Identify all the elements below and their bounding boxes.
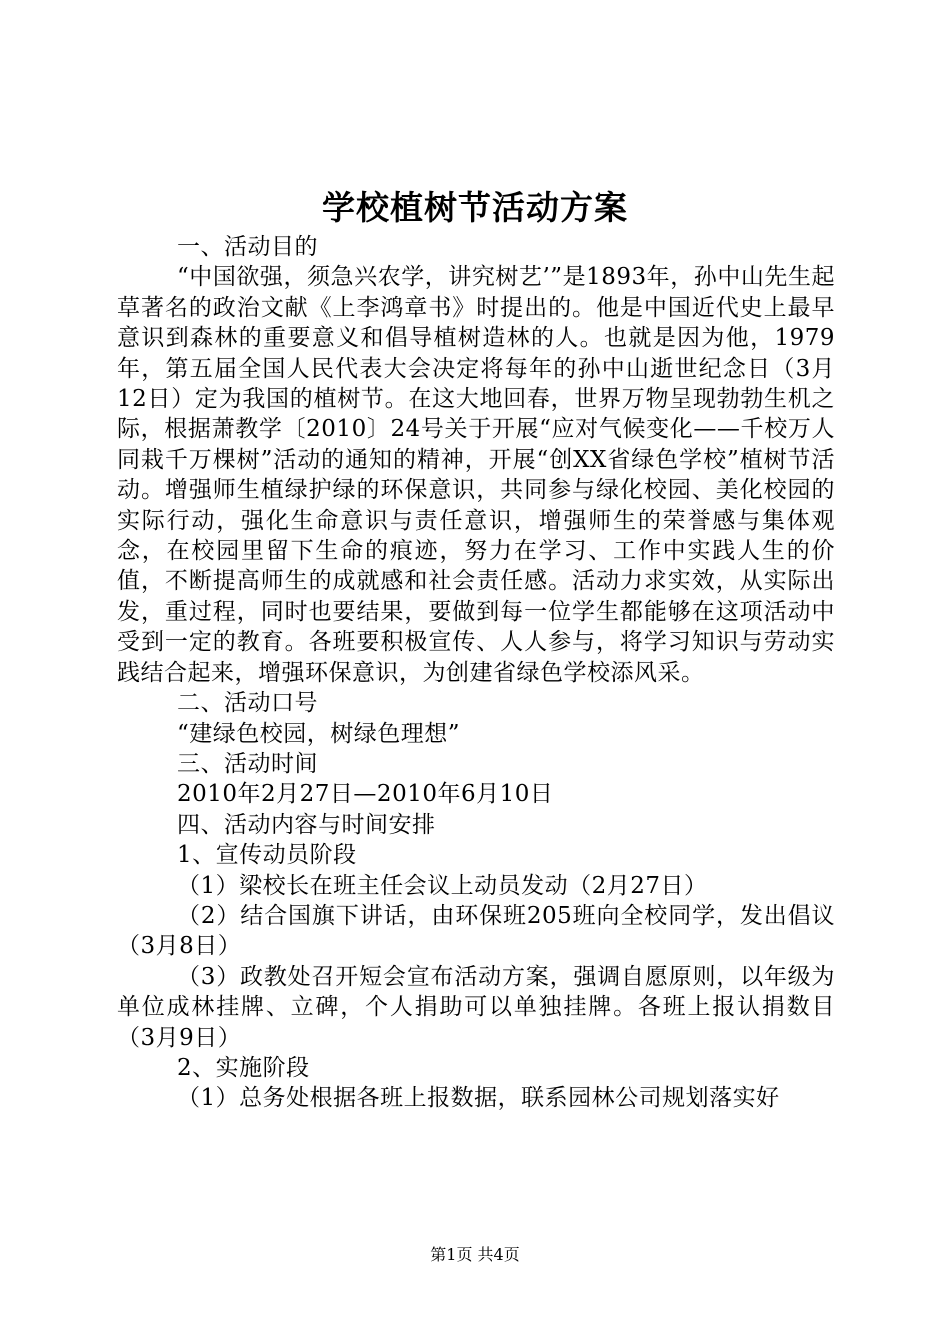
section-heading-slogan: 二、活动口号 [177,690,318,717]
list-item-publicity-2: （2）结合国旗下讲话，由环保班205班向全校同学，发出倡议（3月8日） [117,902,835,960]
list-item-publicity-3: （3）政教处召开短会宣布活动方案，强调自愿原则，以年级为单位成林挂牌、立碑，个人捐助可以单独挂牌。各班上报认捐数目（3月9日） [117,963,835,1051]
document-body [117,232,835,1114]
paragraph-purpose-body: “中国欲强，须急兴农学，讲究树艺’”是1893年，孙中山先生起草著名的政治文献《上李鸿章书》时提出的。他是中国近代史上最早意识到森林的重要意义和倡导植树造林的人。也就是因为他，1979年，第五届全国人民代表大会决定将每年的孙中山逝世纪念日（3月12日）定为我国的植树节。在这大地回春，世界万物呈现勃勃生机之际，根据萧教学〔2010〕24号关于开展“应对气候变化——千校万人同栽千万棵树”活动的通知的精神，开展“创XX省绿色学校”植树节活动。增强师生植绿护绿的环保意识，共同参与绿化校园、美化校园的实际行动，强化生命意识与责任意识，增强师生的荣誉感与集体观念，在校园里留下生命的痕迹，努力在学习、工作中实践人生的价值，不断提高师生的成就感和社会责任感。活动力求实效，从实际出发，重过程，同时也要结果，要做到每一位学生都能够在这项活动中受到一定的教育。各班要积极宣传、人人参与，将学习知识与劳动实践结合起来，增强环保意识，为创建省绿色学校添风采。 [117,264,835,686]
list-item-publicity-1: （1）梁校长在班主任会议上动员发动（2月27日） [177,872,708,899]
section-heading-purpose: 一、活动目的 [177,234,318,260]
section-heading-content: 四、活动内容与时间安排 [177,811,436,838]
paragraph-time: 2010年2月27日—2010年6月10日 [177,781,554,808]
list-item-implementation-1: （1）总务处根据各班上报数据，联系园林公司规划落实好 [177,1085,780,1112]
subheading-implementation: 2、实施阶段 [177,1054,310,1081]
document-title: 学校植树节活动方案 [322,188,628,227]
subheading-publicity: 1、宣传动员阶段 [177,842,357,869]
page-number-footer: 第1页 共4页 [430,1245,520,1264]
section-heading-time: 三、活动时间 [177,750,318,777]
paragraph-slogan: “建绿色校园，树绿色理想” [177,720,461,747]
